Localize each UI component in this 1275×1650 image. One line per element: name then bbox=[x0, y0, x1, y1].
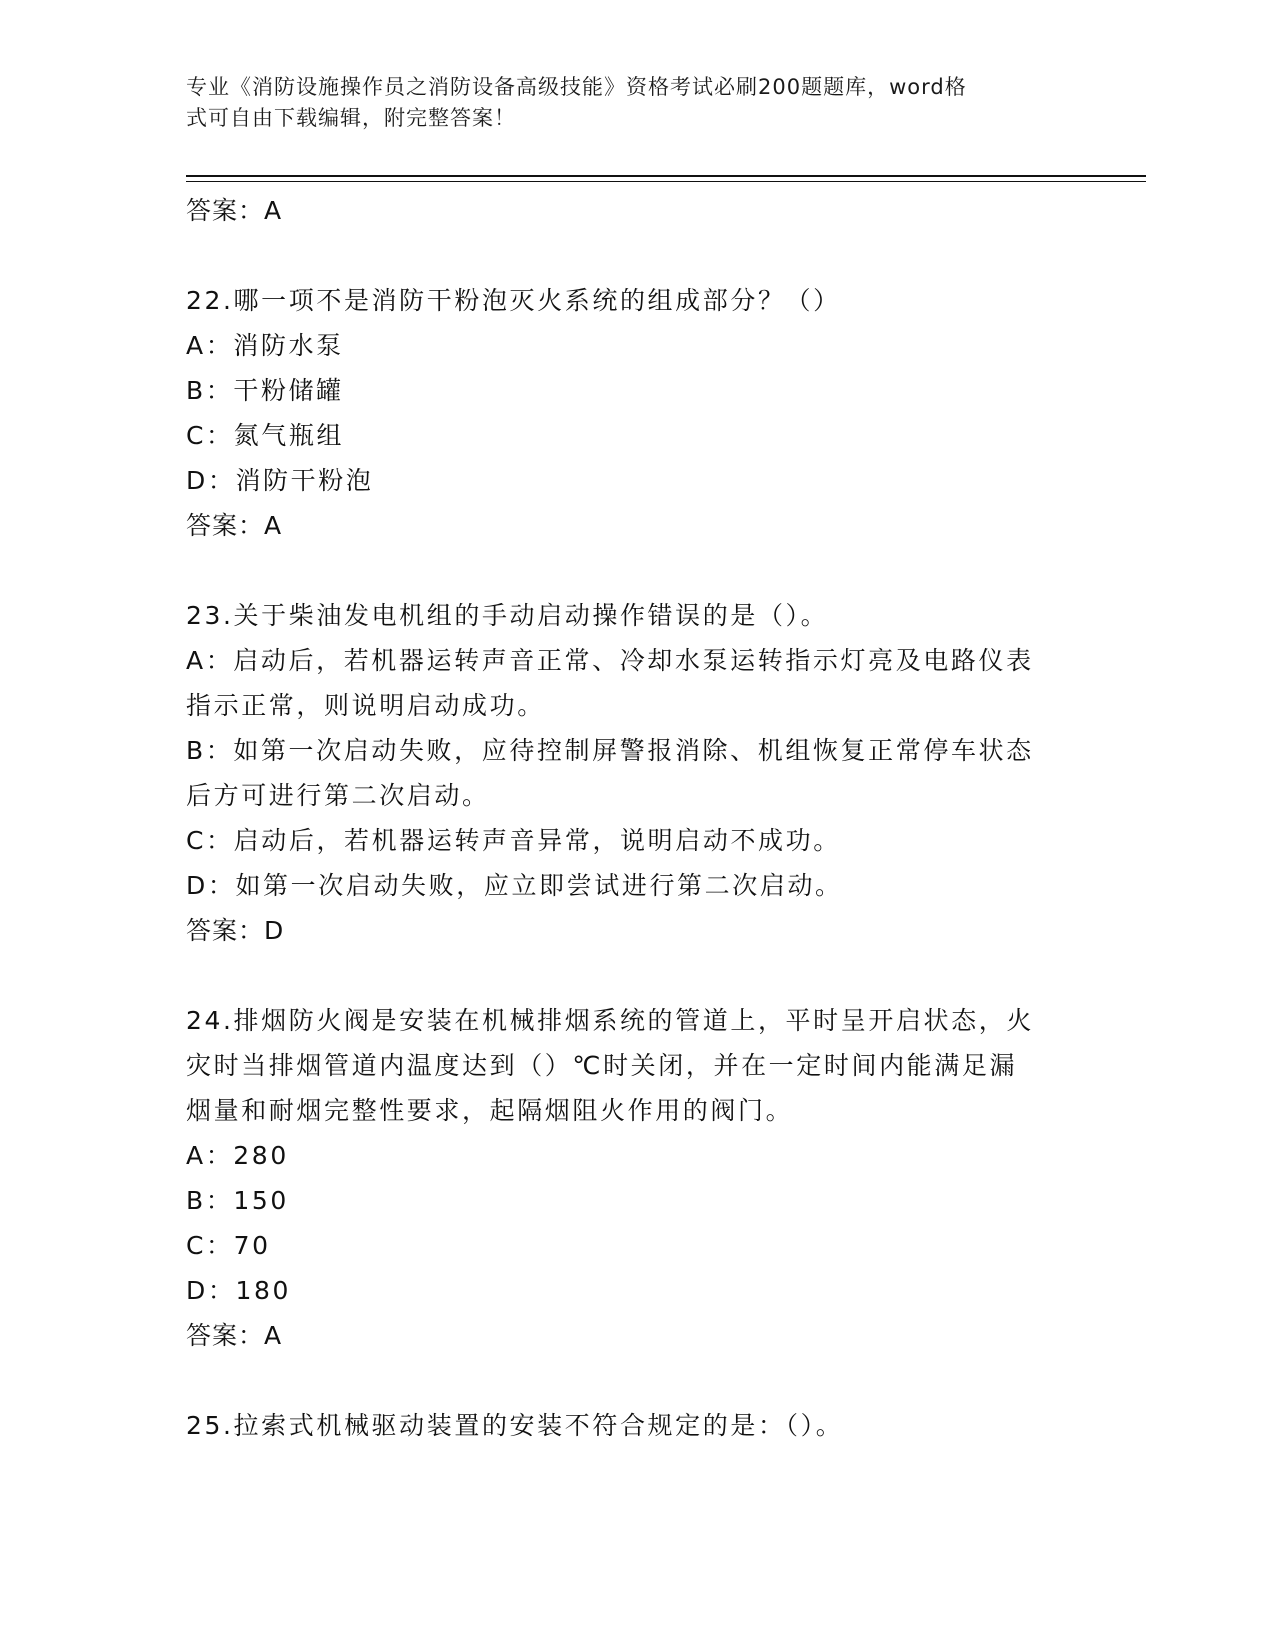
header-divider-thick bbox=[186, 175, 1146, 177]
option-a: A：启动后，若机器运转声音正常、冷却水泵运转指示灯亮及电路仪表 bbox=[186, 646, 1034, 675]
option-a-continued: 指示正常，则说明启动成功。 bbox=[186, 691, 545, 720]
header-line-1: 专业《消防设施操作员之消防设备高级技能》资格考试必刷200题题库，word格 bbox=[186, 75, 967, 99]
option-d: D：如第一次启动失败，应立即尝试进行第二次启动。 bbox=[186, 871, 843, 900]
option-b-continued: 后方可进行第二次启动。 bbox=[186, 781, 490, 810]
question-stem-continued: 灾时当排烟管道内温度达到（）℃时关闭，并在一定时间内能满足漏 bbox=[186, 1051, 1018, 1080]
header-divider-thin bbox=[186, 181, 1146, 182]
option-b: B：如第一次启动失败，应待控制屏警报消除、机组恢复正常停车状态 bbox=[186, 736, 1034, 765]
answer-line: 答案：A bbox=[186, 196, 283, 225]
option-c: C：启动后，若机器运转声音异常，说明启动不成功。 bbox=[186, 826, 841, 855]
option-d: D：消防干粉泡 bbox=[186, 466, 374, 495]
option-c: C：70 bbox=[186, 1231, 271, 1260]
spacer bbox=[186, 953, 1066, 998]
option-a: A：消防水泵 bbox=[186, 331, 344, 360]
answer-line: 答案：A bbox=[186, 1321, 283, 1350]
option-d: D：180 bbox=[186, 1276, 291, 1305]
question-stem: 24.排烟防火阀是安装在机械排烟系统的管道上，平时呈开启状态，火 bbox=[186, 1006, 1034, 1035]
option-b: B：干粉储罐 bbox=[186, 376, 344, 405]
spacer bbox=[186, 1358, 1066, 1403]
option-a: A：280 bbox=[186, 1141, 289, 1170]
question-list bbox=[186, 188, 1066, 1448]
question-stem-continued: 烟量和耐烟完整性要求，起隔烟阻火作用的阀门。 bbox=[186, 1096, 794, 1125]
question-25 bbox=[186, 1403, 1066, 1448]
spacer bbox=[186, 548, 1066, 593]
answer-line: 答案：A bbox=[186, 511, 283, 540]
answer-line: 答案：D bbox=[186, 916, 285, 945]
question-23 bbox=[186, 593, 1066, 953]
question-stem: 25.拉索式机械驱动装置的安装不符合规定的是：（）。 bbox=[186, 1411, 844, 1440]
header-line-2: 式可自由下载编辑，附完整答案！ bbox=[186, 106, 516, 130]
question-stem: 23.关于柴油发电机组的手动启动操作错误的是（）。 bbox=[186, 601, 829, 630]
question-stem: 22.哪一项不是消防干粉泡灭火系统的组成部分？（） bbox=[186, 286, 841, 315]
question-24 bbox=[186, 998, 1066, 1358]
spacer bbox=[186, 233, 1066, 278]
option-c: C：氮气瓶组 bbox=[186, 421, 345, 450]
option-b: B：150 bbox=[186, 1186, 289, 1215]
document-header bbox=[186, 72, 1066, 134]
question-22 bbox=[186, 278, 1066, 548]
